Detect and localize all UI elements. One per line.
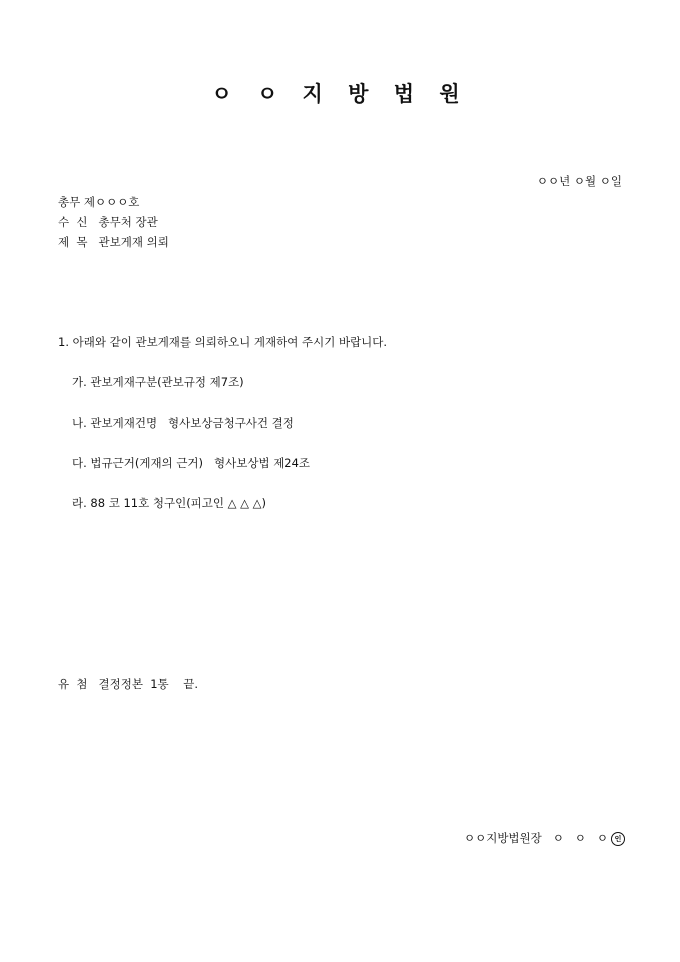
recipient-line: 수 신 총무처 장관	[58, 215, 158, 229]
court-title: ㅇ ㅇ 지 방 법 원	[211, 81, 469, 106]
document-date: ㅇㅇ년 ㅇ월 ㅇ일	[536, 174, 622, 188]
attachment-line: 유 첨 결정정본 1통 끝.	[58, 677, 199, 691]
list-item-na: 나. 관보게재건명 형사보상금청구사건 결정	[72, 416, 294, 430]
list-item-ra: 라. 88 코 11호 청구인(피고인 △ △ △)	[72, 496, 266, 510]
signature-block	[449, 816, 625, 860]
subject-line: 제 목 관보게재 의뢰	[58, 235, 169, 249]
list-item-ga: 가. 관보게재구분(관보규정 제7조)	[72, 375, 244, 389]
seal-stamp-icon: 인	[611, 832, 625, 846]
request-intro: 1. 아래와 같이 관보게재를 의뢰하오니 게재하여 주시기 바랍니다.	[58, 335, 388, 349]
signer-name: ㅇㅇ지방법원장 ㅇ ㅇ ㅇ	[464, 831, 608, 845]
list-item-da: 다. 법규근거(게재의 근거) 형사보상법 제24조	[72, 456, 311, 470]
document-number: 총무 제ㅇㅇㅇ호	[58, 195, 140, 209]
